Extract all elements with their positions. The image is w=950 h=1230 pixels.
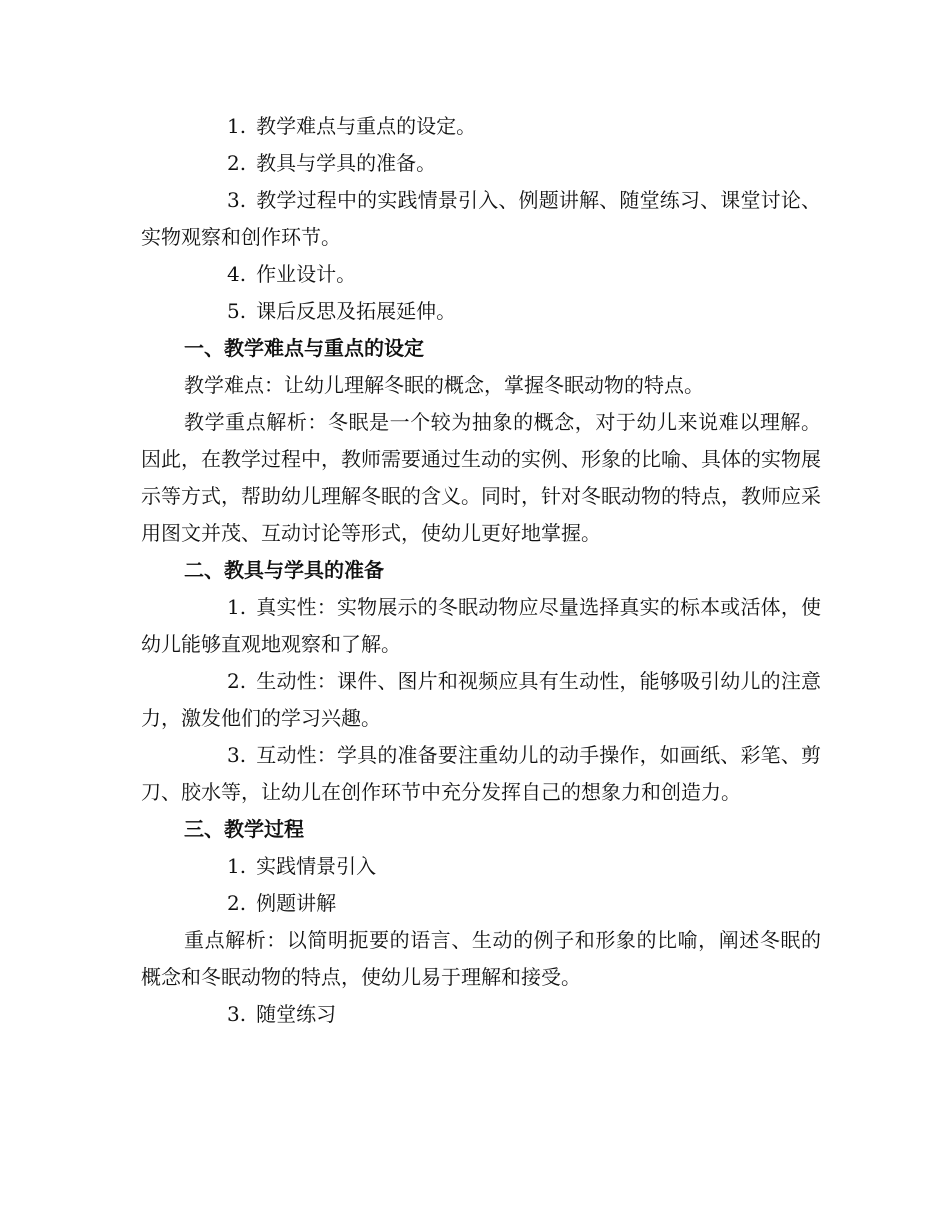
outline-text: 教学难点与重点的设定。 — [256, 114, 477, 138]
outline-number: 3. — [227, 188, 247, 212]
list-number: 3. — [227, 1002, 247, 1026]
outline-number: 4. — [227, 262, 247, 286]
outline-number: 5. — [227, 299, 247, 323]
section-heading: 二、教具与学具的准备 — [184, 558, 384, 582]
section-heading: 三、教学过程 — [184, 817, 304, 841]
outline-item — [141, 293, 821, 330]
list-text: 生动性：课件、图片和视频应具有生动性，能够吸引幼儿的注意力，激发他们的学习兴趣。 — [141, 669, 821, 730]
outline-number: 2. — [227, 151, 247, 175]
list-number: 1. — [227, 854, 247, 878]
list-number: 1. — [227, 595, 247, 619]
list-text: 互动性：学具的准备要注重幼儿的动手操作，如画纸、彩笔、剪刀、胶水等，让幼儿在创作环节中充分发挥自己的想象力和创造力。 — [141, 743, 821, 804]
outline-item — [141, 145, 821, 182]
outline-item — [141, 256, 821, 293]
list-number: 3. — [227, 743, 247, 767]
analysis-paragraph: 重点解析：以简明扼要的语言、生动的例子和形象的比喻，阐述冬眠的概念和冬眠动物的特点，使幼儿易于理解和接受。 — [141, 928, 821, 989]
list-item — [141, 663, 821, 737]
list-text: 真实性：实物展示的冬眠动物应尽量选择真实的标本或活体，使幼儿能够直观地观察和了解。 — [141, 595, 821, 656]
section-heading: 一、教学难点与重点的设定 — [184, 336, 424, 360]
outline-item — [141, 108, 821, 145]
list-item — [141, 589, 821, 663]
list-text: 实践情景引入 — [256, 854, 377, 878]
list-number: 2. — [227, 891, 247, 915]
list-item — [141, 737, 821, 811]
list-item — [141, 848, 821, 885]
document-body — [141, 108, 821, 1033]
outline-text: 课后反思及拓展延伸。 — [256, 299, 457, 323]
outline-text: 教具与学具的准备。 — [256, 151, 437, 175]
difficulty-paragraph: 教学难点：让幼儿理解冬眠的概念，掌握冬眠动物的特点。 — [184, 373, 704, 397]
outline-number: 1. — [227, 114, 247, 138]
list-text: 随堂练习 — [256, 1002, 337, 1026]
outline-item — [141, 182, 821, 256]
outline-text: 作业设计。 — [256, 262, 357, 286]
list-item — [141, 885, 821, 922]
list-number: 2. — [227, 669, 247, 693]
analysis-paragraph: 教学重点解析：冬眠是一个较为抽象的概念，对于幼儿来说难以理解。因此，在教学过程中，教师需要通过生动的实例、形象的比喻、具体的实物展示等方式，帮助幼儿理解冬眠的含义。同时，针对冬眠动物的特点，教师应采用图文并茂、互动讨论等形式，使幼儿更好地掌握。 — [141, 410, 821, 545]
outline-text: 教学过程中的实践情景引入、例题讲解、随堂练习、课堂讨论、实物观察和创作环节。 — [141, 188, 821, 249]
list-text: 例题讲解 — [256, 891, 337, 915]
list-item — [141, 996, 821, 1033]
